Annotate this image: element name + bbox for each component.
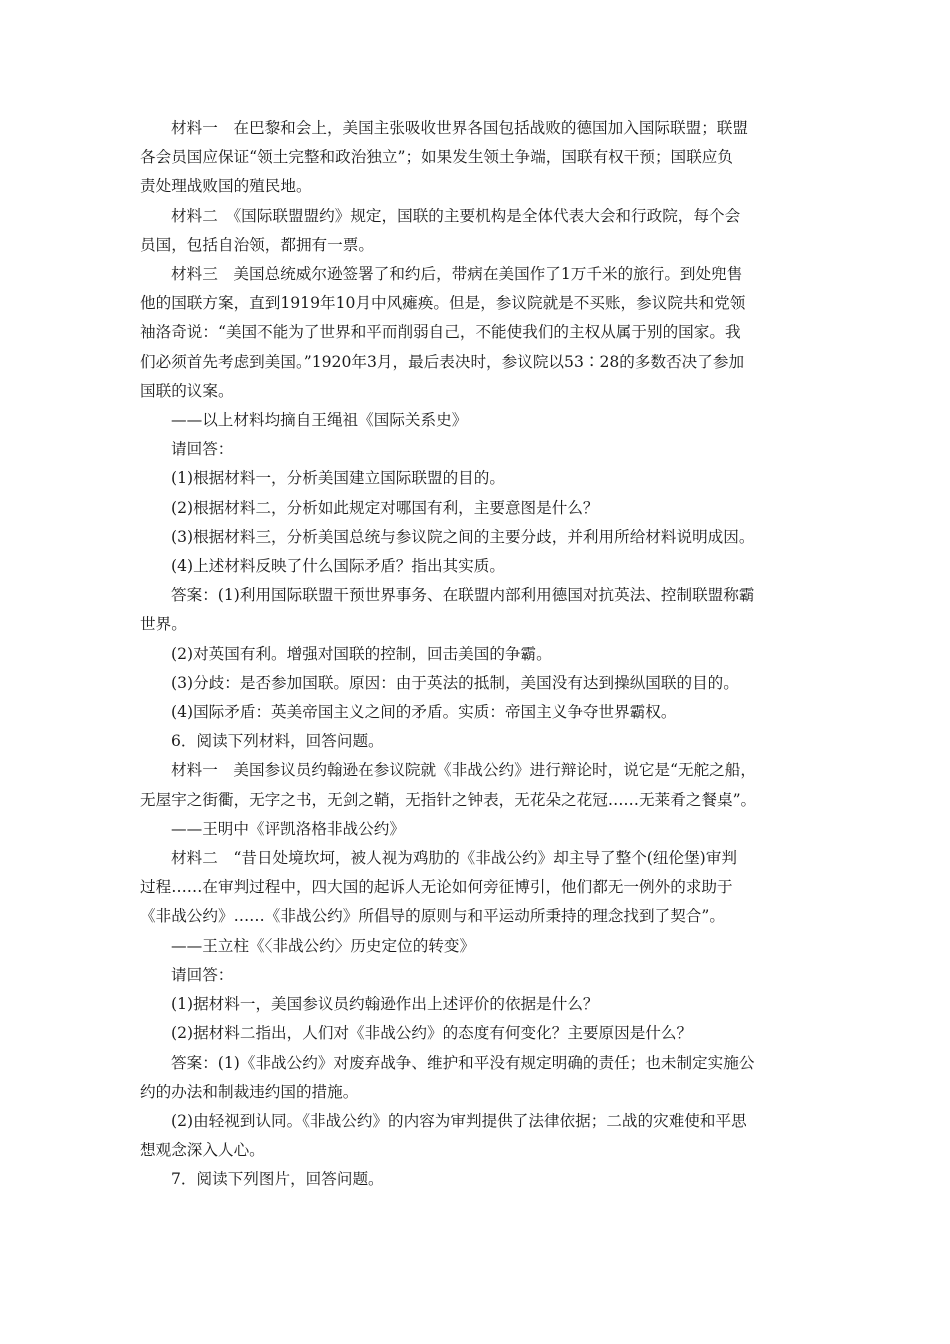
question [140, 1019, 820, 1048]
text-line: (1)根据材料一，分析美国建立国际联盟的目的。 [171, 469, 505, 488]
text-line: 世界。 [140, 615, 187, 634]
text-line: (2)根据材料二，分析如此规定对哪国有利，主要意图是什么？ [171, 498, 599, 517]
text-line: ——以上材料均摘自王绳祖《国际关系史》 [171, 411, 468, 430]
answer [140, 1049, 820, 1107]
prompt [140, 435, 820, 464]
text-line: 材料二 《国际联盟盟约》规定，国联的主要机构是全体代表大会和行政院，每个会 [171, 206, 741, 225]
text-line: 国联的议案。 [140, 381, 234, 400]
source-citation [140, 815, 820, 844]
text-line: 们必须首先考虑到美国。”1920年3月，最后表决时，参议院以53∶28的多数否决了参加 [140, 352, 745, 371]
paragraph [140, 756, 820, 814]
answer [140, 640, 820, 669]
text-line: 答案：(1)利用国际联盟干预世界事务、在联盟内部利用德国对抗英法、控制联盟称霸 [171, 586, 755, 605]
question [140, 494, 820, 523]
text-line: 答案：(1)《非战公约》对废弃战争、维护和平没有规定明确的责任；也未制定实施公 [171, 1053, 755, 1072]
text-line: 想观念深入人心。 [140, 1141, 265, 1160]
text-line: (4)上述材料反映了什么国际矛盾？指出其实质。 [171, 557, 505, 576]
text-line: (1)据材料一，美国参议员约翰逊作出上述评价的依据是什么？ [171, 995, 599, 1014]
text-line: 《非战公约》……《非战公约》所倡导的原则与和平运动所秉持的理念找到了契合”。 [140, 907, 725, 926]
text-line: (2)由轻视到认同。《非战公约》的内容为审判提供了法律依据；二战的灾难使和平思 [171, 1111, 747, 1130]
answer [140, 698, 820, 727]
source-citation [140, 932, 820, 961]
question [140, 523, 820, 552]
text-line: ——王明中《评凯洛格非战公约》 [171, 819, 405, 838]
source-citation [140, 406, 820, 435]
answer [140, 581, 820, 639]
text-line: 材料三 美国总统威尔逊签署了和约后，带病在美国作了1万千米的旅行。到处兜售 [171, 265, 743, 284]
text-line: ——王立柱《〈非战公约〉历史定位的转变》 [171, 936, 476, 955]
text-line: 材料一 在巴黎和会上，美国主张吸收世界各国包括战败的德国加入国际联盟；联盟 [171, 119, 748, 137]
text-line: 无屋宇之街衢，无字之书，无剑之鞘，无指针之钟表，无花朵之花冠……无莱肴之餐桌”。 [140, 790, 757, 809]
question [140, 552, 820, 581]
text-line: 材料二 “昔日处境坎坷，被人视为鸡肋的《非战公约》却主导了整个(纽伦堡)审判 [171, 849, 737, 868]
text-line: 袖洛奇说：“美国不能为了世界和平而削弱自己，不能使我们的主权从属于别的国家。我 [140, 323, 741, 342]
text-line: (4)国际矛盾：英美帝国主义之间的矛盾。实质：帝国主义争夺世界霸权。 [171, 703, 677, 722]
text-line: 材料一 美国参议员约翰逊在参议院就《非战公约》进行辩论时，说它是“无舵之船， [171, 761, 756, 780]
text-line: 请回答： [171, 965, 234, 984]
question [140, 464, 820, 493]
paragraph [140, 202, 820, 260]
question-heading [140, 727, 820, 756]
question-heading [140, 1165, 820, 1194]
document-body [140, 114, 820, 1195]
paragraph [140, 844, 820, 932]
text-line: 约的办法和制裁违约国的措施。 [140, 1082, 359, 1101]
text-line: (3)分歧：是否参加国联。原因：由于英法的抵制，美国没有达到操纵国联的目的。 [171, 673, 739, 692]
answer [140, 669, 820, 698]
text-line: (2)对英国有利。增强对国联的控制，回击美国的争霸。 [171, 644, 552, 663]
question [140, 990, 820, 1019]
text-line: 6．阅读下列材料，回答问题。 [171, 732, 384, 751]
text-line: (3)根据材料三，分析美国总统与参议院之间的主要分歧，并利用所给材料说明成因。 [171, 527, 755, 546]
text-line: 员国，包括自治领，都拥有一票。 [140, 235, 374, 254]
text-line: 7．阅读下列图片，回答问题。 [171, 1170, 384, 1189]
answer [140, 1107, 820, 1165]
paragraph [140, 114, 820, 202]
prompt [140, 961, 820, 990]
text-line: 各会员国应保证“领土完整和政治独立”；如果发生领土争端，国联有权干预；国联应负 [140, 148, 733, 167]
text-line: 责处理战败国的殖民地。 [140, 177, 312, 196]
text-line: 请回答： [171, 440, 234, 459]
text-line: 他的国联方案，直到1919年10月中风瘫痪。但是，参议院就是不买账，参议院共和党领 [140, 294, 746, 313]
text-line: 过程……在审判过程中，四大国的起诉人无论如何旁征博引，他们都无一例外的求助于 [140, 878, 733, 897]
paragraph [140, 260, 820, 406]
text-line: (2)据材料二指出，人们对《非战公约》的态度有何变化？主要原因是什么？ [171, 1024, 693, 1043]
